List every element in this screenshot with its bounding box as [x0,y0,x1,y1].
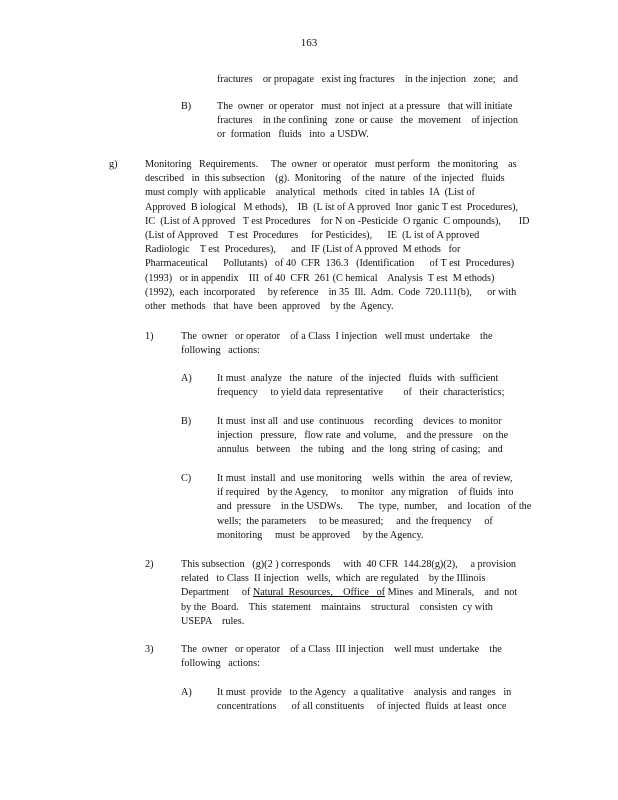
text-line: frequency to yield data representative of their characteristics; [217,387,505,399]
text-line: Radiologic T est Procedures), and IF (List of A pproved M ethods for [145,244,461,256]
paragraph-1 [181,330,492,358]
paragraph-3 [181,643,502,671]
text-line [181,586,517,600]
page-number: 163 [300,37,318,49]
text-line: monitoring must be approved by the Agency. [217,529,424,541]
text-line: following actions: [181,345,260,357]
text-line: It must analyze the nature of the injected fluids with sufficient [217,373,499,384]
text-line: must comply with applicable analytical methods cited in tables IA (List of [145,187,475,199]
paragraph-1a [217,372,504,400]
paragraph-3a [217,686,511,714]
text-line: fractures or propagate exist ing fractures in the injection zone; and [217,74,518,85]
text-line: This subsection (g)(2 ) corresponds with 40 CFR 144.28(g)(2), a provision [181,559,517,570]
text-line: (List of Approved T est Procedures for Pesticides), IE (L ist of A pproved [145,229,480,241]
text-line: USEPA rules. [181,615,245,627]
text-line: Monitoring Requirements. The owner or operator must perform the monitoring as [145,159,517,170]
text-segment: Department of [181,587,253,599]
text-line: It must provide to the Agency a qualitative analysis and ranges in [217,687,512,698]
text-line: annulus between the tubing and the long string of casing; and [217,444,503,456]
continuation-text [217,73,518,87]
text-line: fractures in the confining zone or cause the movement of injection [217,115,518,127]
text-line: (1993) or in appendix III of 40 CFR 261 (C hemical Analysis T est M ethods) [145,272,495,284]
text-line: The owner or operator of a Class I injection well must undertake the [181,331,493,342]
text-line: other methods that have been approved by the Agency. [145,300,394,312]
text-line: injection pressure, flow rate and volume, and the pressure on the [217,430,509,442]
text-line: and pressure in the USDWs. The type, number, and location of the [217,501,532,513]
list-marker-g: g) [109,159,118,170]
text-line: The owner or operator must not inject at a pressure that will initiate [217,101,513,112]
text-line: or formation fluids into a USDW. [217,129,369,141]
paragraph-g [145,158,530,314]
text-line: IC (List of A pproved T est Procedures for N on -Pesticide O rganic C ompounds), ID [145,215,530,227]
paragraph-1b [217,415,508,458]
text-line: following actions: [181,658,260,670]
text-line: Pharmaceutical Pollutants) of 40 CFR 136.3 (Identification of T est Procedures) [145,258,515,270]
list-marker-1c: C) [181,473,192,484]
list-marker-3: 3) [145,644,154,655]
list-marker-b: B) [181,101,192,112]
underlined-agency-name: Natural Resources, Office of [252,587,386,599]
text-line: (1992), each incorporated by reference in 35 Ill. Adm. Code 720.111(b), or with [145,286,517,298]
text-line: The owner or operator of a Class III injection well must undertake the [181,644,502,655]
list-marker-1: 1) [145,331,154,342]
text-line: if required by the Agency, to monitor any migration of fluids into [217,487,514,499]
list-marker-3a: A) [181,687,192,698]
text-segment: Mines and Minerals, and not [385,587,518,599]
text-line: concentrations of all constituents of injected fluids at least once [217,701,507,713]
paragraph-b [217,100,518,143]
list-marker-2: 2) [145,559,154,570]
list-marker-1a: A) [181,373,192,384]
text-line: Approved B iological M ethods), IB (L ist of A pproved Inor ganic T est Procedures), [145,201,519,213]
paragraph-2 [181,558,517,629]
text-line: It must install and use monitoring wells within the area of review, [217,473,513,484]
text-line: wells; the parameters to be measured; and the frequency of [217,515,493,527]
paragraph-1c [217,472,531,543]
text-line: It must inst all and use continuous recording devices to monitor [217,416,502,427]
list-marker-1b: B) [181,416,192,427]
text-line: related to Class II injection wells, which are regulated by the Illinois [181,573,486,585]
text-line: by the Board. This statement maintains structural consisten cy with [181,601,493,613]
text-line: described in this subsection (g). Monitoring of the nature of the injected fluids [145,173,505,185]
